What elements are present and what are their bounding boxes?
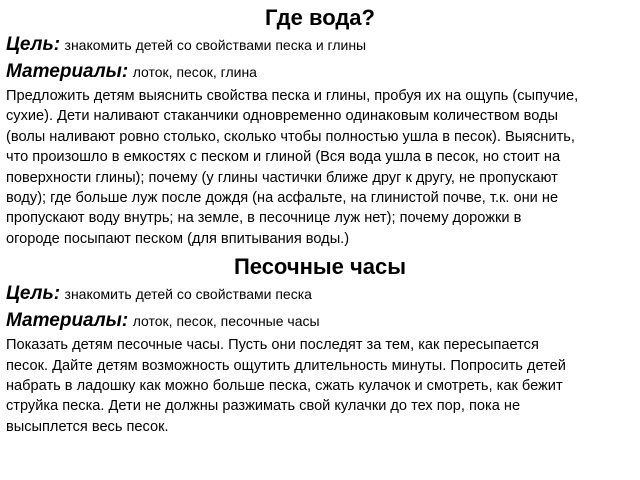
goal-text: знакомить детей со свойствами песка [64,286,312,303]
goal-line [6,32,634,59]
body-line: (волы наливают ровно столько, сколько чтобы полностью ушла в песок). Выяснить, [6,128,575,145]
section-title: Песочные часы [233,254,407,280]
goal-label: Цель: [6,34,61,55]
goal-label: Цель: [6,283,61,305]
materials-label: Материалы: [6,61,129,82]
body-line: набрать в ладошку как можно больше песка, сжать кулачок и смотреть, как бежит [6,378,563,395]
document-page [6,4,634,437]
section-body [6,86,634,249]
body-line: поверхности глины); почему (у глины частички ближе друг к другу, не пропускают [6,169,558,186]
body-line: что произошло в емкостях с песком и глиной (Вся вода ушла в песок, но стоит на [6,149,561,166]
materials-label: Материалы: [6,310,129,332]
body-line: высыплется весь песок. [6,418,169,435]
section-body [6,335,634,437]
materials-line [6,59,634,86]
body-line: Предложить детям выяснить свойства песка и глины, пробуя их на ощупь (сыпучие, [6,88,579,104]
section-where-is-water [6,4,634,249]
materials-line [6,308,634,335]
body-line: пропускают воду внутрь; на земле, в песочнице луж нет); почему дорожки в [6,210,522,227]
materials-text: лоток, песок, песочные часы [132,313,320,330]
goal-text: знакомить детей со свойствами песка и глины [64,37,367,53]
body-line: огороде посыпают песком (для впитывания воды.) [6,230,350,247]
body-line: сухие). Дети наливают стаканчики одновременно одинаковым количеством воды [6,108,559,125]
goal-line [6,281,634,308]
body-line: Показать детям песочные часы. Пусть они последят за тем, как пересыпается [6,337,539,354]
section-sand-clock [6,253,634,437]
materials-text: лоток, песок, глина [132,64,257,80]
body-line: воду); где больше луж после дождя (на асфальте, на глинистой почве, т.к. они не [6,190,559,207]
body-line: песок. Дайте детям возможность ощутить длительность минуты. Попросить детей [6,357,566,374]
body-line: струйка песка. Дети не должны разжимать свой кулачки до тех пор, пока не [6,398,521,415]
section-title: Где вода? [265,5,375,30]
